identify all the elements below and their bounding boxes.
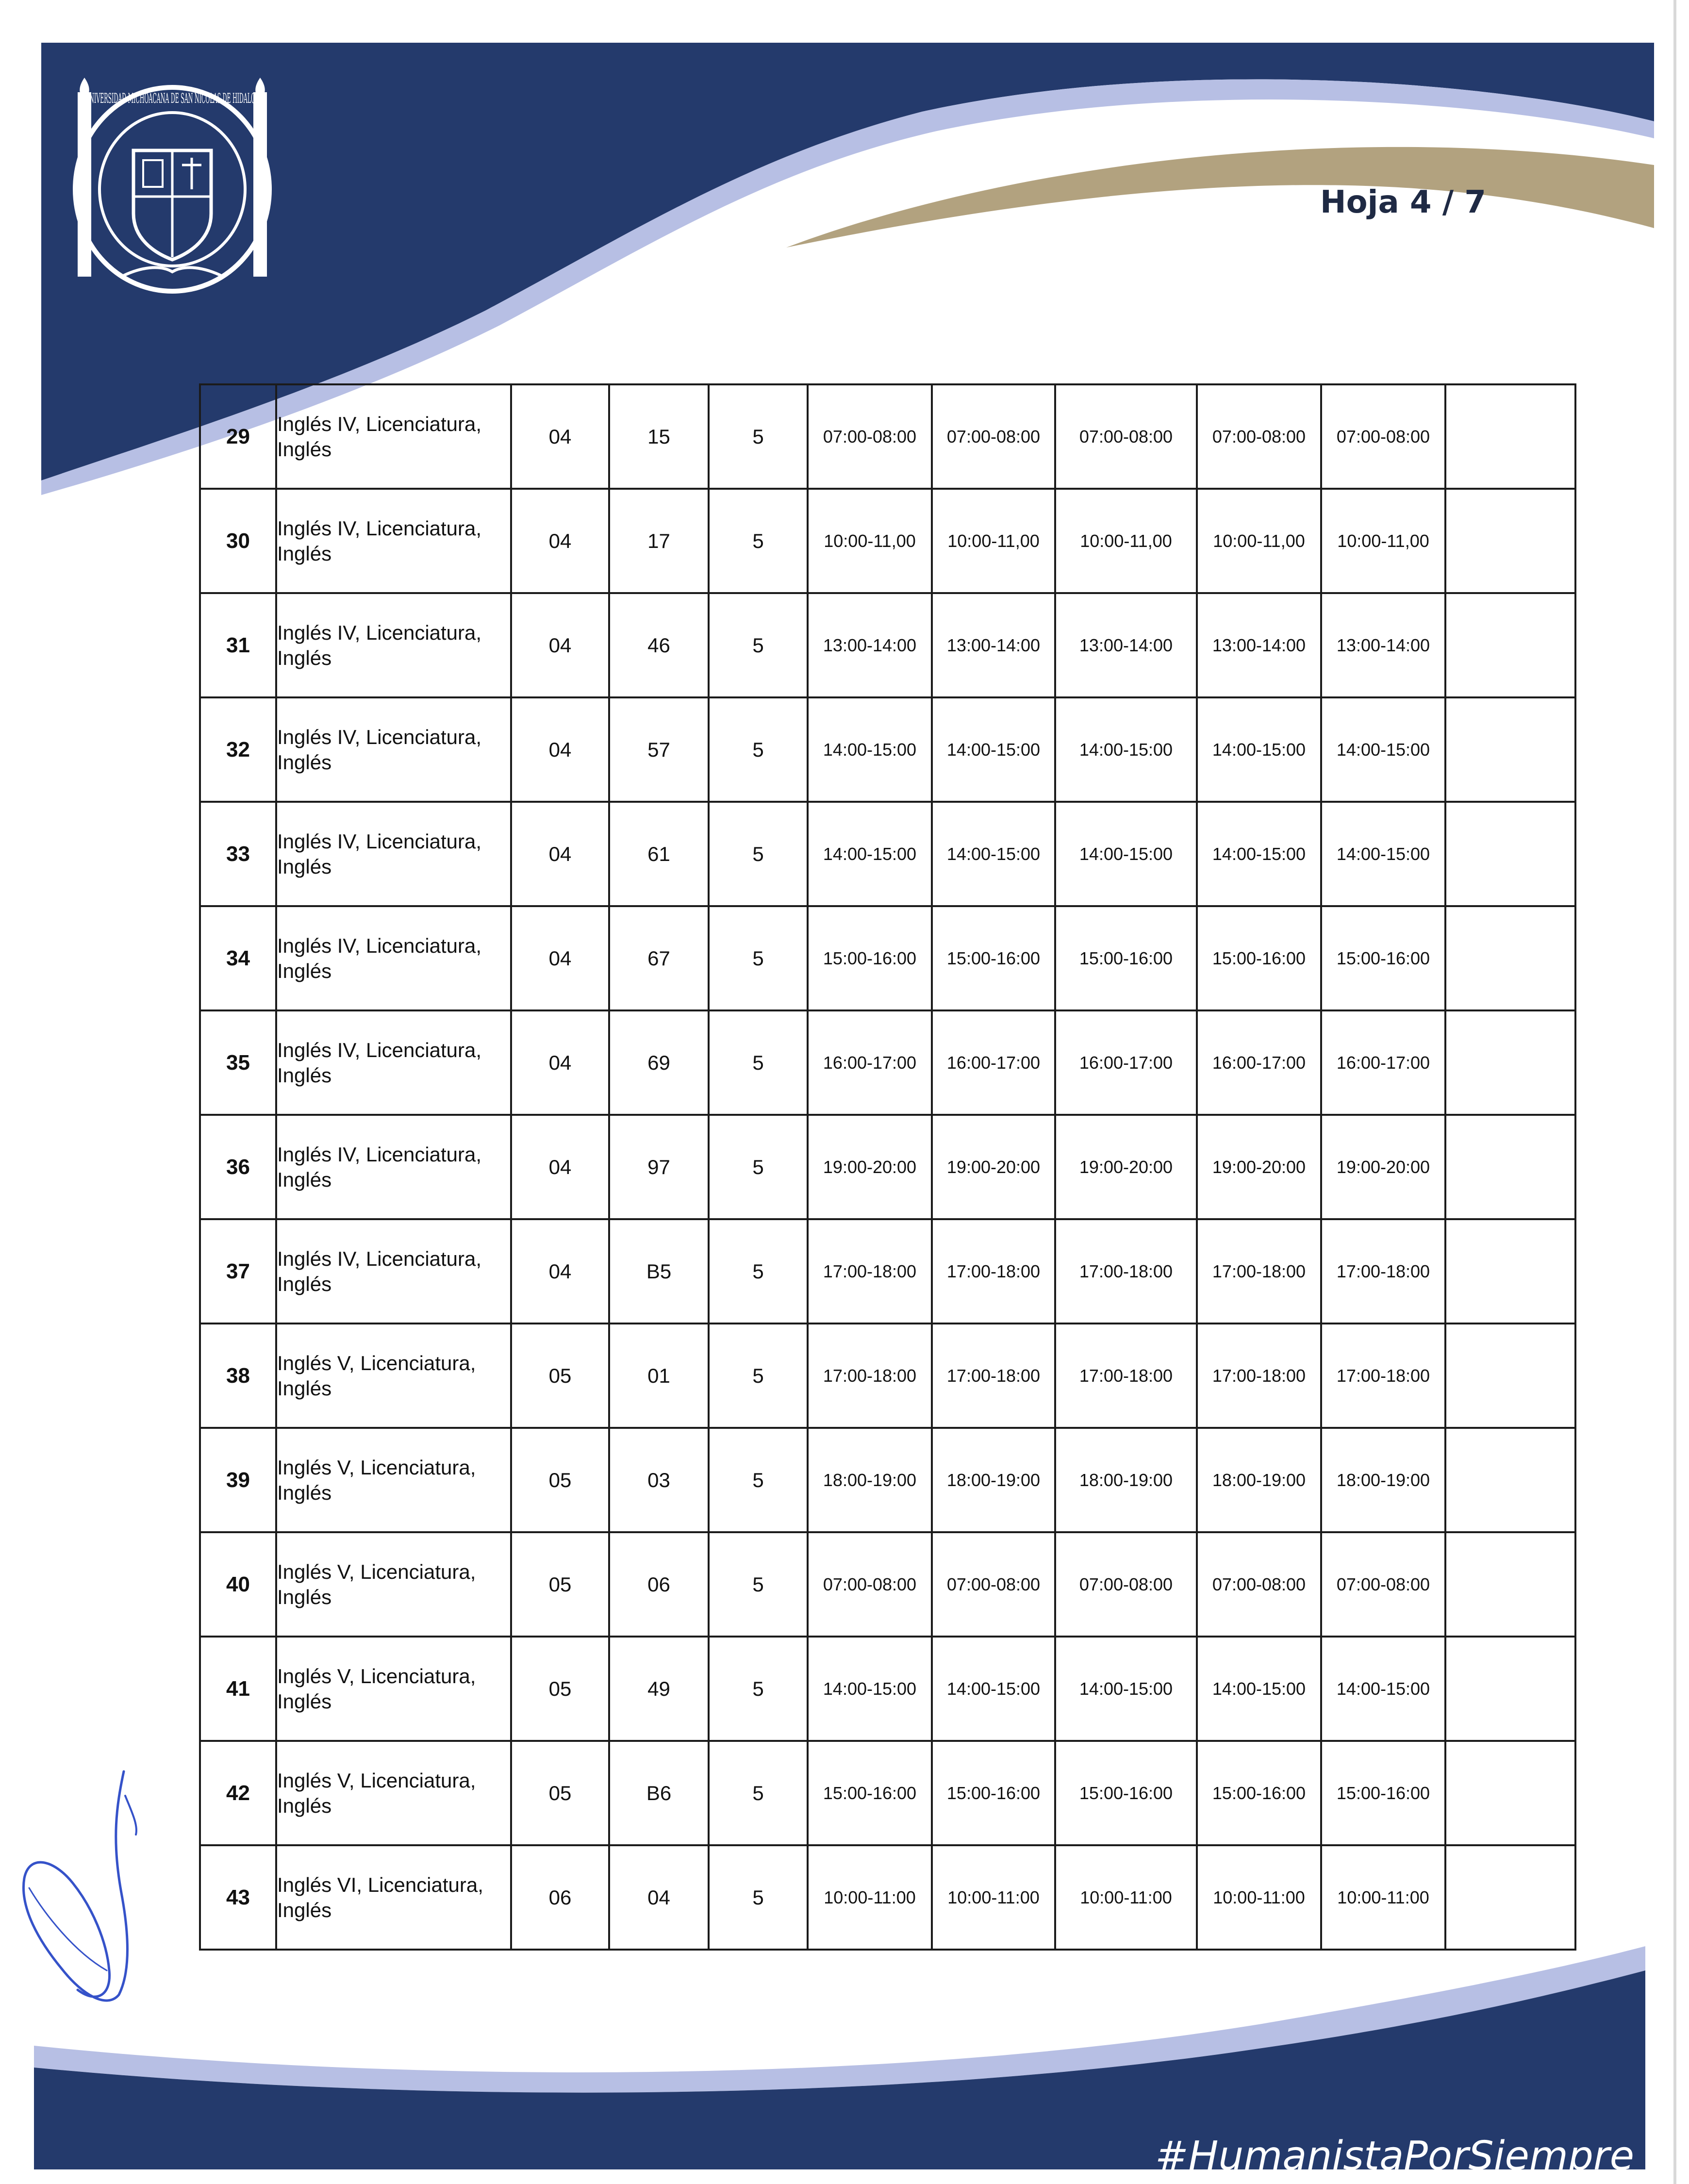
time-cell-2: 15:00-16:00	[932, 1741, 1055, 1845]
time-cell-3: 19:00-20:00	[1055, 1115, 1197, 1219]
time-cell-4: 14:00-15:00	[1197, 1637, 1321, 1741]
time-cell-4: 16:00-17:00	[1197, 1010, 1321, 1115]
hours-cell: 5	[709, 1219, 808, 1324]
table-row	[200, 1010, 1575, 1115]
subject-cell	[276, 1741, 511, 1845]
blank-cell	[1445, 1324, 1575, 1428]
time-cell-5: 17:00-18:00	[1321, 1219, 1445, 1324]
time-cell-2: 14:00-15:00	[932, 697, 1055, 802]
time-cell-1: 14:00-15:00	[808, 802, 932, 906]
subject-line: Inglés	[277, 1898, 332, 1921]
time-cell-3: 14:00-15:00	[1055, 697, 1197, 802]
semester-cell: 04	[511, 489, 609, 593]
blank-cell	[1445, 1741, 1575, 1845]
time-cell-2: 10:00-11,00	[932, 489, 1055, 593]
section-cell: 57	[609, 697, 709, 802]
time-cell-2: 16:00-17:00	[932, 1010, 1055, 1115]
blank-cell	[1445, 1845, 1575, 1950]
semester-cell: 04	[511, 1115, 609, 1219]
row-number: 34	[200, 906, 276, 1010]
section-cell: 03	[609, 1428, 709, 1532]
row-number: 33	[200, 802, 276, 906]
hours-cell: 5	[709, 1115, 808, 1219]
subject-line: Inglés	[277, 1063, 332, 1087]
time-cell-2: 19:00-20:00	[932, 1115, 1055, 1219]
subject-cell	[276, 1219, 511, 1324]
row-number: 38	[200, 1324, 276, 1428]
table-row	[200, 1115, 1575, 1219]
row-number: 43	[200, 1845, 276, 1950]
subject-line: Inglés VI, Licenciatura,	[277, 1873, 483, 1896]
hours-cell: 5	[709, 802, 808, 906]
blank-cell	[1445, 384, 1575, 489]
subject-line: Inglés V, Licenciatura,	[277, 1769, 476, 1792]
time-cell-4: 13:00-14:00	[1197, 593, 1321, 697]
subject-cell	[276, 384, 511, 489]
hours-cell: 5	[709, 1324, 808, 1428]
time-cell-1: 17:00-18:00	[808, 1324, 932, 1428]
blank-cell	[1445, 697, 1575, 802]
time-cell-5: 14:00-15:00	[1321, 1637, 1445, 1741]
subject-line: Inglés IV, Licenciatura,	[277, 1038, 482, 1061]
section-cell: 69	[609, 1010, 709, 1115]
time-cell-5: 15:00-16:00	[1321, 1741, 1445, 1845]
table-row	[200, 1532, 1575, 1637]
section-cell: B6	[609, 1741, 709, 1845]
time-cell-2: 15:00-16:00	[932, 906, 1055, 1010]
subject-line: Inglés V, Licenciatura,	[277, 1664, 476, 1688]
schedule-rows	[200, 384, 1575, 1950]
semester-cell: 05	[511, 1428, 609, 1532]
subject-line: Inglés	[277, 1689, 332, 1713]
subject-cell	[276, 906, 511, 1010]
blank-cell	[1445, 1010, 1575, 1115]
row-number: 31	[200, 593, 276, 697]
table-row	[200, 489, 1575, 593]
time-cell-2: 07:00-08:00	[932, 1532, 1055, 1637]
hours-cell: 5	[709, 593, 808, 697]
subject-line: Inglés	[277, 646, 332, 669]
hours-cell: 5	[709, 489, 808, 593]
table-row	[200, 802, 1575, 906]
table-row	[200, 1219, 1575, 1324]
subject-cell	[276, 697, 511, 802]
time-cell-3: 15:00-16:00	[1055, 906, 1197, 1010]
handwritten-signature	[10, 1767, 170, 2009]
time-cell-1: 16:00-17:00	[808, 1010, 932, 1115]
hours-cell: 5	[709, 697, 808, 802]
subject-line: Inglés IV, Licenciatura,	[277, 829, 482, 853]
semester-cell: 04	[511, 697, 609, 802]
blank-cell	[1445, 489, 1575, 593]
table-row	[200, 906, 1575, 1010]
semester-cell: 06	[511, 1845, 609, 1950]
time-cell-1: 15:00-16:00	[808, 906, 932, 1010]
hours-cell: 5	[709, 1428, 808, 1532]
subject-cell	[276, 1637, 511, 1741]
time-cell-3: 13:00-14:00	[1055, 593, 1197, 697]
subject-line: Inglés V, Licenciatura,	[277, 1456, 476, 1479]
row-number: 30	[200, 489, 276, 593]
row-number: 39	[200, 1428, 276, 1532]
subject-line: Inglés	[277, 1585, 332, 1608]
semester-cell: 04	[511, 1219, 609, 1324]
time-cell-1: 07:00-08:00	[808, 1532, 932, 1637]
time-cell-5: 10:00-11,00	[1321, 489, 1445, 593]
time-cell-4: 15:00-16:00	[1197, 906, 1321, 1010]
time-cell-1: 15:00-16:00	[808, 1741, 932, 1845]
subject-line: Inglés IV, Licenciatura,	[277, 1247, 482, 1270]
row-number: 42	[200, 1741, 276, 1845]
blank-cell	[1445, 593, 1575, 697]
time-cell-1: 17:00-18:00	[808, 1219, 932, 1324]
time-cell-1: 07:00-08:00	[808, 384, 932, 489]
row-number: 41	[200, 1637, 276, 1741]
time-cell-5: 18:00-19:00	[1321, 1428, 1445, 1532]
time-cell-1: 18:00-19:00	[808, 1428, 932, 1532]
subject-line: Inglés	[277, 750, 332, 774]
blank-cell	[1445, 1428, 1575, 1532]
subject-cell	[276, 1115, 511, 1219]
time-cell-3: 18:00-19:00	[1055, 1428, 1197, 1532]
subject-cell	[276, 802, 511, 906]
subject-cell	[276, 1845, 511, 1950]
time-cell-4: 17:00-18:00	[1197, 1324, 1321, 1428]
time-cell-2: 14:00-15:00	[932, 802, 1055, 906]
time-cell-3: 10:00-11,00	[1055, 489, 1197, 593]
row-number: 37	[200, 1219, 276, 1324]
time-cell-1: 14:00-15:00	[808, 1637, 932, 1741]
time-cell-5: 10:00-11:00	[1321, 1845, 1445, 1950]
time-cell-5: 07:00-08:00	[1321, 1532, 1445, 1637]
time-cell-3: 17:00-18:00	[1055, 1219, 1197, 1324]
subject-line: Inglés	[277, 855, 332, 878]
time-cell-1: 10:00-11:00	[808, 1845, 932, 1950]
time-cell-4: 18:00-19:00	[1197, 1428, 1321, 1532]
blank-cell	[1445, 1219, 1575, 1324]
time-cell-5: 17:00-18:00	[1321, 1324, 1445, 1428]
blank-cell	[1445, 802, 1575, 906]
table-row	[200, 1741, 1575, 1845]
row-number: 36	[200, 1115, 276, 1219]
time-cell-3: 07:00-08:00	[1055, 384, 1197, 489]
time-cell-3: 17:00-18:00	[1055, 1324, 1197, 1428]
time-cell-3: 07:00-08:00	[1055, 1532, 1197, 1637]
table-row	[200, 1845, 1575, 1950]
semester-cell: 04	[511, 906, 609, 1010]
time-cell-5: 16:00-17:00	[1321, 1010, 1445, 1115]
blank-cell	[1445, 906, 1575, 1010]
footer-hashtag: #HumanistaPorSiempre	[1155, 2133, 1635, 2179]
subject-line: Inglés	[277, 1481, 332, 1504]
row-number: 35	[200, 1010, 276, 1115]
time-cell-5: 14:00-15:00	[1321, 802, 1445, 906]
time-cell-4: 10:00-11:00	[1197, 1845, 1321, 1950]
time-cell-1: 10:00-11,00	[808, 489, 932, 593]
subject-line: Inglés V, Licenciatura,	[277, 1351, 476, 1374]
university-seal-icon	[63, 73, 282, 306]
time-cell-5: 14:00-15:00	[1321, 697, 1445, 802]
time-cell-4: 15:00-16:00	[1197, 1741, 1321, 1845]
time-cell-2: 18:00-19:00	[932, 1428, 1055, 1532]
sheet-number: Hoja 4 / 7	[1320, 184, 1486, 220]
time-cell-2: 07:00-08:00	[932, 384, 1055, 489]
subject-line: Inglés	[277, 542, 332, 565]
subject-line: Inglés IV, Licenciatura,	[277, 725, 482, 748]
time-cell-5: 15:00-16:00	[1321, 906, 1445, 1010]
time-cell-4: 07:00-08:00	[1197, 384, 1321, 489]
subject-cell	[276, 1010, 511, 1115]
hours-cell: 5	[709, 384, 808, 489]
subject-line: Inglés	[277, 1168, 332, 1191]
subject-line: Inglés V, Licenciatura,	[277, 1560, 476, 1583]
hours-cell: 5	[709, 1741, 808, 1845]
hours-cell: 5	[709, 906, 808, 1010]
blank-cell	[1445, 1637, 1575, 1741]
subject-cell	[276, 1324, 511, 1428]
semester-cell: 05	[511, 1741, 609, 1845]
subject-line: Inglés IV, Licenciatura,	[277, 412, 482, 435]
row-number: 32	[200, 697, 276, 802]
section-cell: B5	[609, 1219, 709, 1324]
time-cell-2: 13:00-14:00	[932, 593, 1055, 697]
row-number: 29	[200, 384, 276, 489]
section-cell: 15	[609, 384, 709, 489]
time-cell-4: 14:00-15:00	[1197, 697, 1321, 802]
blank-cell	[1445, 1115, 1575, 1219]
time-cell-1: 14:00-15:00	[808, 697, 932, 802]
time-cell-3: 14:00-15:00	[1055, 802, 1197, 906]
table-row	[200, 593, 1575, 697]
time-cell-3: 16:00-17:00	[1055, 1010, 1197, 1115]
semester-cell: 05	[511, 1324, 609, 1428]
time-cell-3: 14:00-15:00	[1055, 1637, 1197, 1741]
hours-cell: 5	[709, 1532, 808, 1637]
section-cell: 01	[609, 1324, 709, 1428]
table-row	[200, 1637, 1575, 1741]
time-cell-5: 07:00-08:00	[1321, 384, 1445, 489]
time-cell-3: 10:00-11:00	[1055, 1845, 1197, 1950]
table-row	[200, 1428, 1575, 1532]
svg-text:UNIVERSIDAD MICHOACANA DE SAN: UNIVERSIDAD MICHOACANA DE SAN NICOLAS DE HIDALGO	[85, 90, 260, 106]
subject-cell	[276, 1532, 511, 1637]
section-cell: 04	[609, 1845, 709, 1950]
subject-line: Inglés IV, Licenciatura,	[277, 621, 482, 644]
subject-cell	[276, 489, 511, 593]
subject-line: Inglés	[277, 1794, 332, 1817]
subject-line: Inglés IV, Licenciatura,	[277, 934, 482, 957]
semester-cell: 05	[511, 1637, 609, 1741]
semester-cell: 04	[511, 1010, 609, 1115]
section-cell: 97	[609, 1115, 709, 1219]
schedule-table	[199, 383, 1576, 1951]
section-cell: 49	[609, 1637, 709, 1741]
time-cell-4: 10:00-11,00	[1197, 489, 1321, 593]
time-cell-1: 19:00-20:00	[808, 1115, 932, 1219]
section-cell: 06	[609, 1532, 709, 1637]
subject-line: Inglés	[277, 959, 332, 982]
hours-cell: 5	[709, 1010, 808, 1115]
time-cell-5: 13:00-14:00	[1321, 593, 1445, 697]
time-cell-2: 14:00-15:00	[932, 1637, 1055, 1741]
header-gold-swoosh	[786, 147, 1654, 248]
subject-cell	[276, 593, 511, 697]
table-row	[200, 1324, 1575, 1428]
section-cell: 46	[609, 593, 709, 697]
time-cell-2: 10:00-11:00	[932, 1845, 1055, 1950]
subject-line: Inglés	[277, 437, 332, 461]
semester-cell: 04	[511, 593, 609, 697]
time-cell-4: 17:00-18:00	[1197, 1219, 1321, 1324]
subject-line: Inglés	[277, 1272, 332, 1295]
section-cell: 17	[609, 489, 709, 593]
section-cell: 61	[609, 802, 709, 906]
subject-line: Inglés IV, Licenciatura,	[277, 1142, 482, 1166]
section-cell: 67	[609, 906, 709, 1010]
time-cell-2: 17:00-18:00	[932, 1219, 1055, 1324]
time-cell-5: 19:00-20:00	[1321, 1115, 1445, 1219]
semester-cell: 04	[511, 384, 609, 489]
time-cell-2: 17:00-18:00	[932, 1324, 1055, 1428]
table-row	[200, 384, 1575, 489]
semester-cell: 04	[511, 802, 609, 906]
hours-cell: 5	[709, 1845, 808, 1950]
hours-cell: 5	[709, 1637, 808, 1741]
time-cell-4: 07:00-08:00	[1197, 1532, 1321, 1637]
subject-line: Inglés IV, Licenciatura,	[277, 516, 482, 540]
subject-cell	[276, 1428, 511, 1532]
row-number: 40	[200, 1532, 276, 1637]
table-row	[200, 697, 1575, 802]
blank-cell	[1445, 1532, 1575, 1637]
time-cell-3: 15:00-16:00	[1055, 1741, 1197, 1845]
time-cell-1: 13:00-14:00	[808, 593, 932, 697]
subject-line: Inglés	[277, 1376, 332, 1400]
time-cell-4: 14:00-15:00	[1197, 802, 1321, 906]
semester-cell: 05	[511, 1532, 609, 1637]
time-cell-4: 19:00-20:00	[1197, 1115, 1321, 1219]
